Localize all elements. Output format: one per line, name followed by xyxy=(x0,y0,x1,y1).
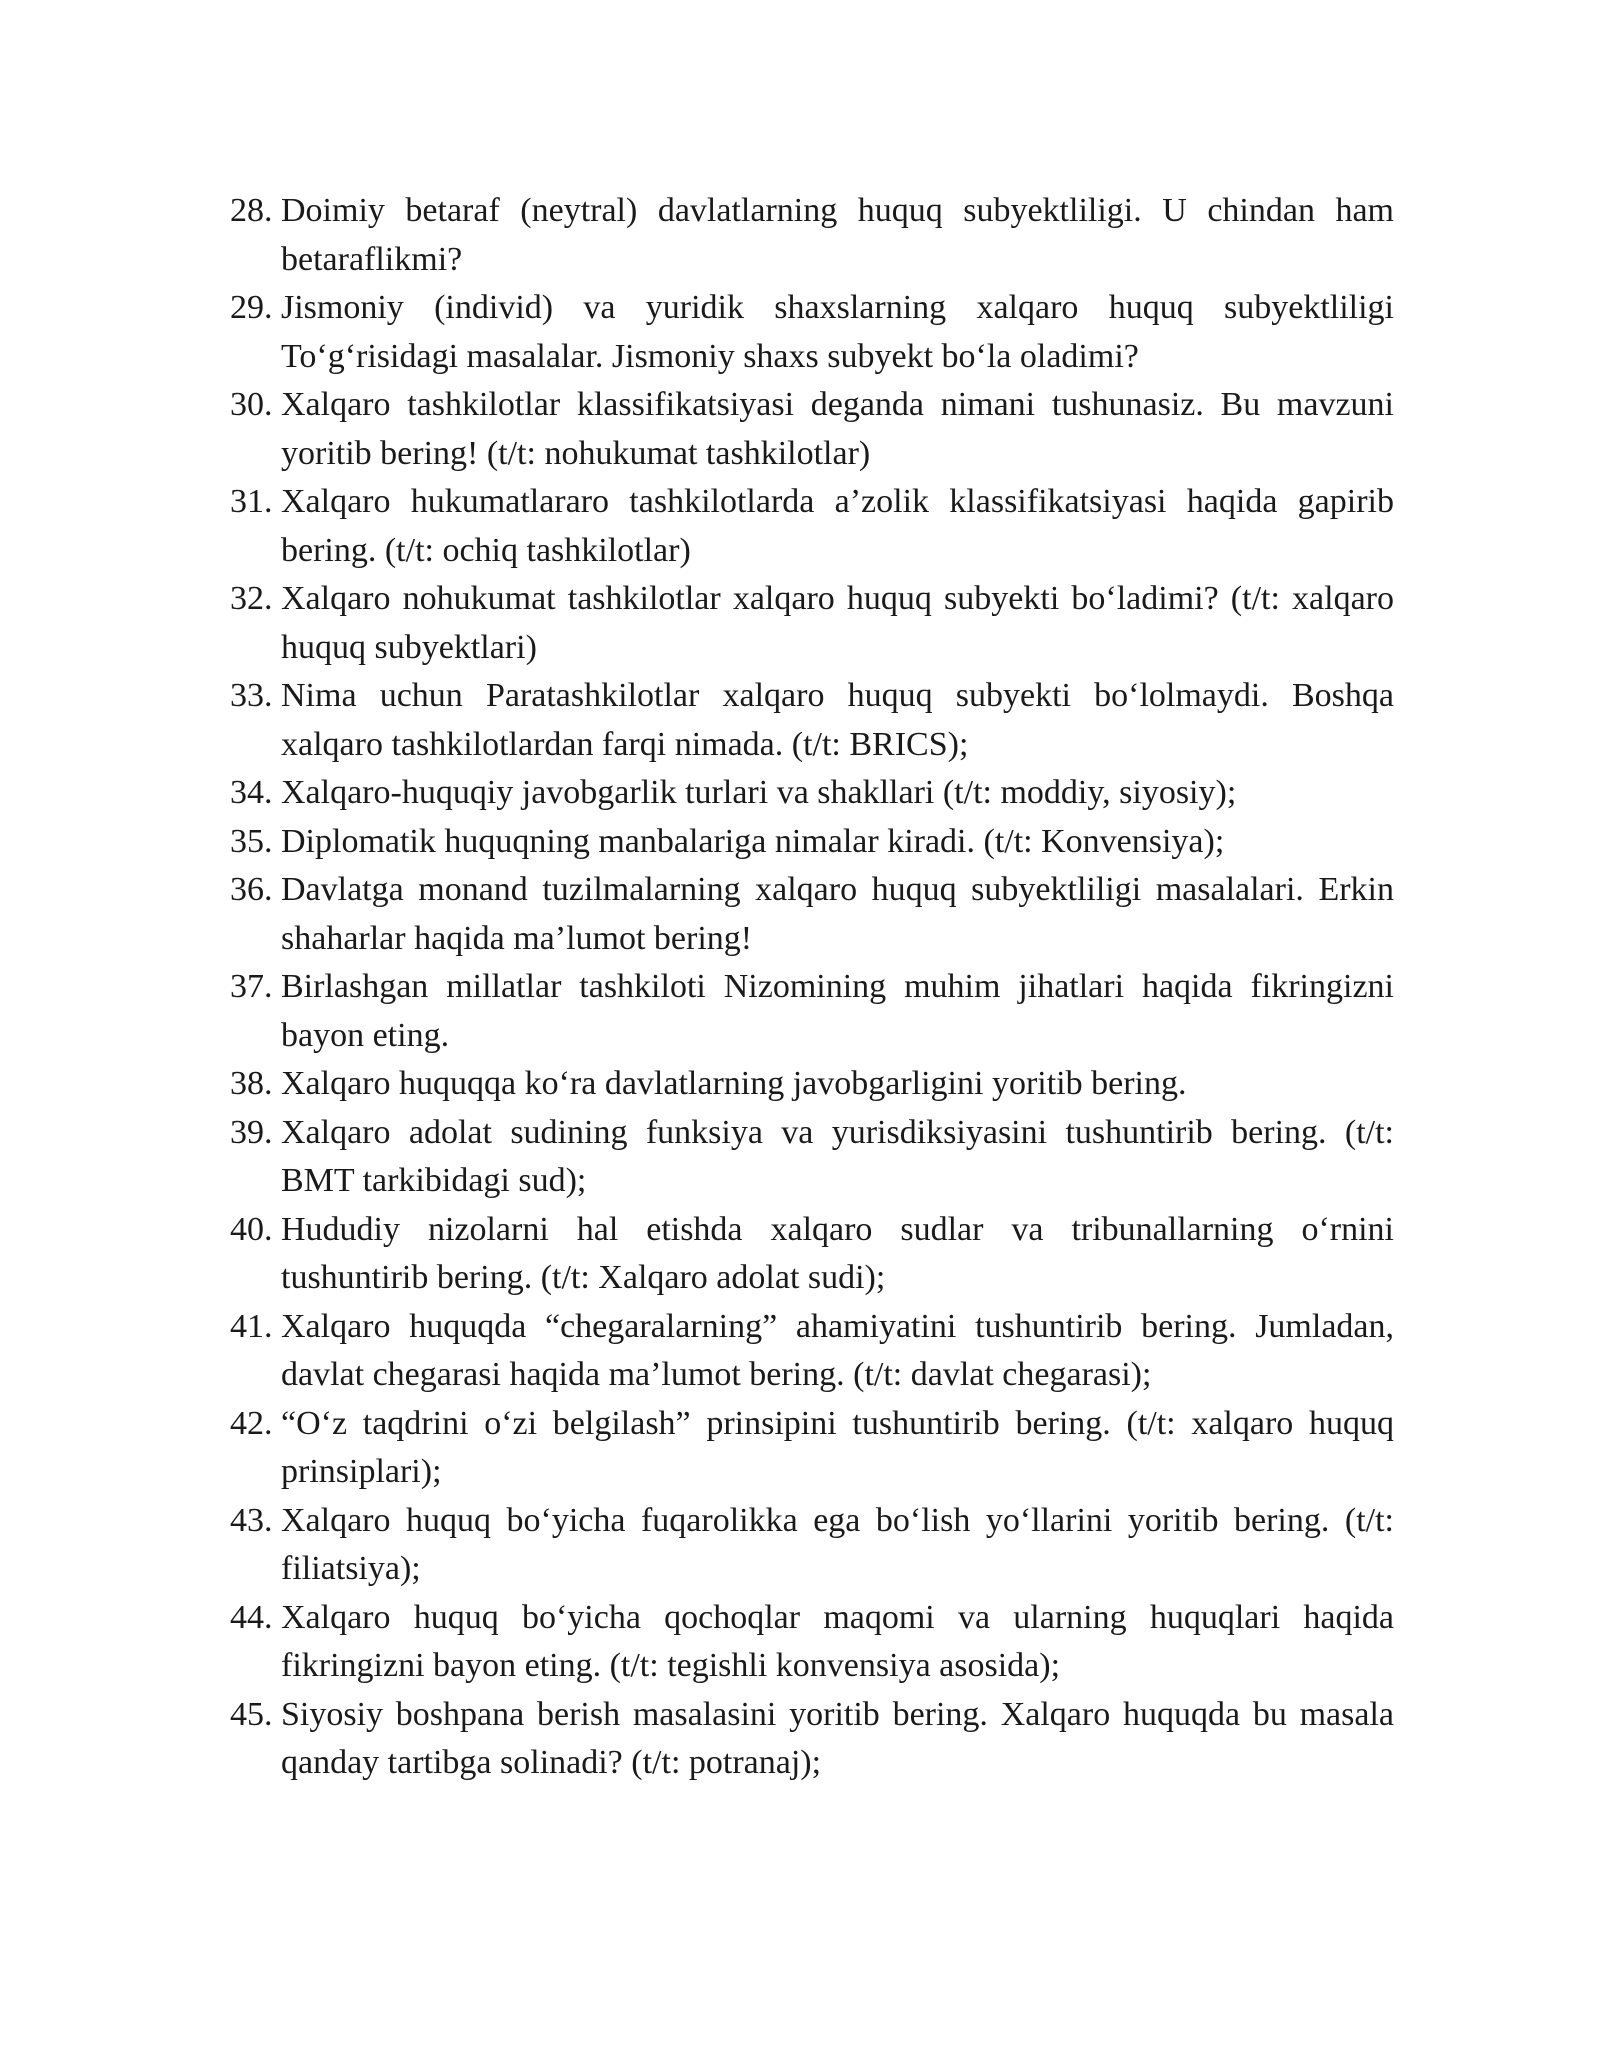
item-number: 30. xyxy=(230,386,273,423)
item-number: 41. xyxy=(230,1307,273,1345)
item-text: Hududiy nizolarni hal etishda xalqaro sudlar va tribunallarning o‘rnini tushuntirib bering. (t/t: Xalqaro adolat sudi); xyxy=(281,1210,1394,1296)
item-text: Xalqaro huquqqa ko‘ra davlatlarning javobgarligini yoritib bering. xyxy=(281,1065,1187,1102)
list-item xyxy=(230,1206,1394,1303)
item-number: 44. xyxy=(230,1598,273,1636)
item-text: “O‘z taqdrini o‘zi belgilash” prinsipini tushuntirib bering. (t/t: xalqaro huquq prinsiplari); xyxy=(281,1404,1394,1490)
item-text: Xalqaro huquq bo‘yicha fuqarolikka ega bo‘lish yo‘llarini yoritib bering. (t/t: filiatsiya); xyxy=(281,1501,1394,1587)
item-number: 40. xyxy=(230,1210,273,1248)
item-text: Xalqaro tashkilotlar klassifikatsiyasi deganda nimani tushunasiz. Bu mavzuni yoritib bering! (t/t: nohukumat tashkilotlar) xyxy=(281,386,1394,472)
item-number: 29. xyxy=(230,289,273,326)
item-text: Jismoniy (individ) va yuridik shaxslarning xalqaro huquq subyektliligi To‘g‘risidagi masalalar. Jismoniy shaxs subyekt bo‘la oladimi? xyxy=(281,289,1394,375)
item-number: 37. xyxy=(230,968,273,1005)
list-item xyxy=(230,1497,1394,1594)
item-number: 28. xyxy=(230,192,273,229)
item-text: Xalqaro huquq bo‘yicha qochoqlar maqomi va ularning huquqlari haqida fikringizni bayon eting. (t/t: tegishli konvensiya asosida); xyxy=(281,1598,1394,1684)
list-item xyxy=(230,672,1394,769)
item-number: 39. xyxy=(230,1113,273,1151)
item-text: Birlashgan millatlar tashkiloti Nizomining muhim jihatlari haqida fikringizni bayon eting. xyxy=(281,968,1394,1054)
list-item xyxy=(230,963,1394,1060)
item-text: Xalqaro adolat sudining funksiya va yurisdiksiyasini tushuntirib bering. (t/t: BMT tarkibidagi sud); xyxy=(281,1113,1394,1199)
list-item xyxy=(230,284,1394,381)
item-number: 42. xyxy=(230,1404,273,1442)
item-text: Xalqaro-huquqiy javobgarlik turlari va shakllari (t/t: moddiy, siyosiy); xyxy=(281,774,1237,811)
list-item xyxy=(230,381,1394,478)
item-number: 34. xyxy=(230,774,273,811)
item-number: 32. xyxy=(230,580,273,617)
item-number: 36. xyxy=(230,871,273,908)
item-number: 45. xyxy=(230,1695,273,1733)
item-number: 31. xyxy=(230,483,273,520)
list-item xyxy=(230,866,1394,963)
item-number: 38. xyxy=(230,1065,273,1102)
item-text: Davlatga monand tuzilmalarning xalqaro huquq subyektliligi masalalari. Erkin shaharlar haqida ma’lumot bering! xyxy=(281,871,1394,957)
item-number: 35. xyxy=(230,822,273,860)
item-text: Xalqaro hukumatlararo tashkilotlarda a’zolik klassifikatsiyasi haqida gapirib bering. (t/t: ochiq tashkilotlar) xyxy=(281,483,1394,569)
item-number: 33. xyxy=(230,677,273,714)
list-item xyxy=(230,1691,1394,1788)
list-item xyxy=(230,1303,1394,1400)
list-item xyxy=(230,478,1394,575)
item-text: Doimiy betaraf (neytral) davlatlarning huquq subyektliligi. U chindan ham betaraflikmi? xyxy=(281,192,1394,278)
question-list xyxy=(230,187,1394,1788)
list-item xyxy=(230,1400,1394,1497)
list-item xyxy=(230,1060,1394,1109)
list-item xyxy=(230,1594,1394,1691)
item-text: Nima uchun Paratashkilotlar xalqaro huquq subyekti bo‘lolmaydi. Boshqa xalqaro tashkilotlardan farqi nimada. (t/t: BRICS); xyxy=(281,677,1394,763)
list-item xyxy=(230,575,1394,672)
item-text: Diplomatik huquqning manbalariga nimalar kiradi. (t/t: Konvensiya); xyxy=(281,822,1225,860)
list-item xyxy=(230,769,1394,818)
item-number: 43. xyxy=(230,1501,273,1539)
item-text: Xalqaro huquqda “chegaralarning” ahamiyatini tushuntirib bering. Jumladan, davlat chegarasi haqida ma’lumot bering. (t/t: davlat chegarasi); xyxy=(281,1307,1394,1393)
list-item xyxy=(230,818,1394,867)
list-item xyxy=(230,187,1394,284)
list-item xyxy=(230,1109,1394,1206)
item-text: Siyosiy boshpana berish masalasini yoritib bering. Xalqaro huquqda bu masala qanday tartibga solinadi? (t/t: potranaj); xyxy=(281,1695,1394,1781)
item-text: Xalqaro nohukumat tashkilotlar xalqaro huquq subyekti bo‘ladimi? (t/t: xalqaro huquq subyektlari) xyxy=(281,580,1394,666)
